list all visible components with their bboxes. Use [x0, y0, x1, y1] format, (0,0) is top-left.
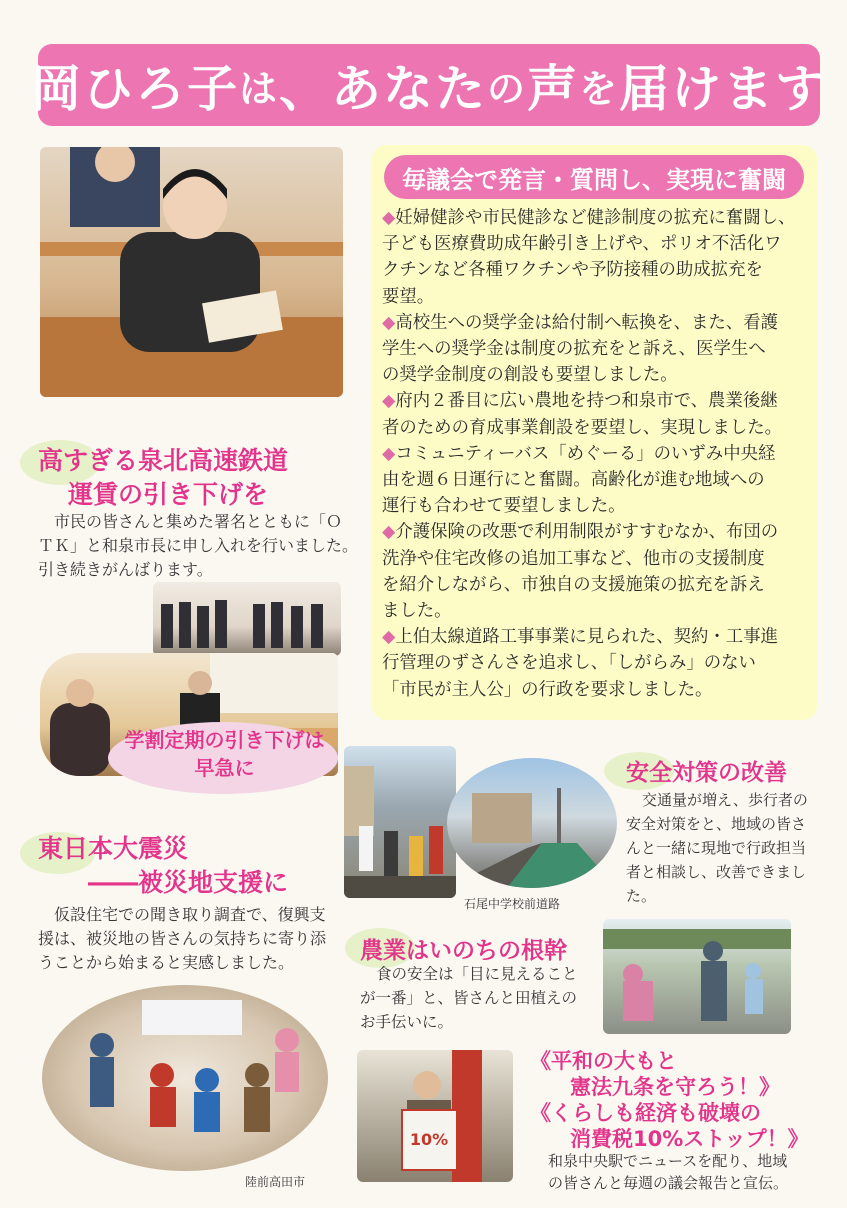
farming-line: 食の安全は「目に見えること [376, 965, 578, 983]
page-banner [30, 44, 828, 126]
peace-line2: 憲法九条を守ろう！》 [570, 1075, 780, 1099]
peace-body-line: 和泉中央駅でニュースを配り、地域 [548, 1152, 788, 1170]
policy-title: 毎議会で発言・質問し、実現に奮闘 [384, 155, 804, 199]
policy-line: 上伯太線道路工事事業に見られた、契約・工事進 [395, 627, 778, 648]
svg-text:10%: 10% [409, 1130, 449, 1149]
policy-line: の奨学金制度の創設も要望しました。 [382, 365, 678, 386]
station-photo-illustration [357, 1050, 513, 1182]
policy-item [382, 519, 812, 624]
railway-line: ＴＫ」と和泉市長に申し入れを行いました。 [38, 536, 359, 555]
disaster-heading-line1: 東日本大震災 [38, 834, 189, 863]
student-pass-heading [122, 726, 327, 782]
banner-text: 届けます [619, 60, 828, 118]
disaster-line: 援は、被災地の皆さんの気持ちに寄り添 [38, 929, 327, 948]
policy-line: を紹介しながら、市独自の支援施策の拡充を訴え [382, 574, 765, 595]
policy-line: ました。 [382, 601, 452, 622]
safety-street-illustration [344, 746, 456, 898]
disaster-body [38, 903, 358, 975]
diamond-icon: ◆ [382, 208, 396, 228]
disaster-caption: 陸前高田市 [245, 1175, 306, 1189]
policy-line: 行管理のずさんさを追求し、「しがらみ」のない [382, 653, 756, 674]
policy-item [382, 310, 812, 389]
farming-body [360, 962, 600, 1034]
safety-line: 者と相談し、改善できまし [626, 863, 807, 881]
student-pass-line2: 早急に [194, 756, 255, 780]
safety-caption: 石尾中学校前道路 [464, 897, 561, 911]
policy-line: 介護保険の改悪で利用制限がすすむなか、布団の [395, 522, 779, 543]
policy-line: 者のための育成事業創設を要望し、実現しました。 [382, 417, 782, 438]
railway-heading [38, 444, 288, 512]
disaster-heading [38, 832, 288, 900]
banner-particle: を [579, 66, 620, 111]
peace-line1: 《平和の大もと [530, 1049, 677, 1073]
diamond-icon: ◆ [382, 627, 396, 648]
policy-line: 学生への奨学金は制度の拡充をと訴え、医学生へ [382, 339, 766, 360]
policy-line: クチンなど各種ワクチンや予防接種の助成拡充を [382, 260, 763, 281]
banner-particle: は [238, 66, 279, 111]
policy-item [382, 205, 812, 310]
safety-body [626, 788, 826, 908]
policy-line: 要望。 [382, 286, 435, 307]
railway-line: 引き続きがんばります。 [38, 560, 213, 579]
policy-line: 妊婦健診や市民健診など健診制度の拡充に奮闘し、 [395, 208, 796, 228]
diamond-icon: ◆ [382, 312, 396, 333]
farming-photo-illustration [603, 919, 791, 1034]
safety-road-illustration [447, 758, 617, 888]
farming-photo [603, 919, 791, 1034]
peace-heading [530, 1048, 809, 1152]
safety-street-photo [344, 746, 456, 898]
safety-line: んと一緒に現地で行政担当 [626, 839, 807, 857]
policy-list [382, 205, 812, 703]
disaster-photo [42, 985, 328, 1171]
policy-item [382, 441, 812, 520]
safety-road-photo [447, 758, 617, 888]
policy-line: コミュニティーバス「めぐーる」のいずみ中央経 [395, 443, 776, 464]
assembly-photo [40, 147, 343, 397]
railway-heading-line2: 運賃の引き下げを [68, 480, 269, 509]
safety-line: た。 [626, 887, 657, 905]
farming-line: が一番」と、皆さんと田植えの [360, 989, 578, 1007]
safety-heading: 安全対策の改善 [626, 760, 787, 786]
peace-body [548, 1150, 818, 1194]
station-photo [357, 1050, 513, 1182]
banner-particle: の [487, 66, 528, 111]
banner-text: 、あなた [279, 60, 487, 118]
safety-line: 安全対策をと、地域の皆さ [626, 815, 807, 833]
peace-line4: 消費税10%ストップ！》 [570, 1127, 809, 1151]
peace-body-line: の皆さんと毎週の議会報告と宣伝。 [548, 1174, 789, 1192]
disaster-line: うことから始まると実感しました。 [38, 953, 295, 972]
railway-heading-line1: 高すぎる泉北高速鉄道 [38, 446, 289, 475]
diamond-icon: ◆ [382, 391, 396, 412]
policy-line: 由を週６日運行にと奮闘。高齢化が進む地域への [382, 470, 765, 491]
policy-line: 運行も合わせて要望しました。 [382, 496, 626, 517]
policy-line: 府内２番目に広い農地を持つ和泉市で、農業後継 [395, 391, 778, 412]
peace-line3: 《くらしも経済も破壊の [530, 1101, 761, 1125]
railway-body [38, 510, 358, 582]
diamond-icon: ◆ [382, 522, 396, 543]
policy-line: 高校生への奨学金は給付制へ転換を、また、看護 [395, 312, 778, 333]
policy-line: 子ども医療費助成年齢引き上げや、ポリオ不活化ワ [382, 234, 782, 255]
safety-line: 交通量が増え、歩行者の [642, 791, 808, 809]
banner-name: 岡ひろ子 [30, 60, 239, 118]
petition-photo [153, 582, 341, 656]
policy-line: 洗浄や住宅改修の追加工事など、他市の支援制度 [382, 548, 765, 569]
farming-line: お手伝いに。 [360, 1013, 454, 1031]
student-pass-line1: 学割定期の引き下げは [124, 728, 325, 752]
disaster-heading-line2: ――被災地支援に [88, 868, 289, 897]
policy-item [382, 624, 812, 703]
petition-photo-illustration [153, 582, 341, 656]
disaster-line: 仮設住宅での聞き取り調査で、復興支 [54, 905, 326, 924]
policy-item [382, 388, 812, 440]
farming-heading: 農業はいのちの根幹 [360, 938, 567, 964]
diamond-icon: ◆ [382, 443, 396, 464]
assembly-photo-illustration [40, 147, 343, 397]
policy-line: 「市民が主人公」の行政を要求しました。 [382, 679, 713, 700]
banner-text: 声 [527, 60, 580, 118]
disaster-photo-illustration [42, 985, 328, 1171]
railway-line: 市民の皆さんと集めた署名とともに「Ｏ [54, 512, 343, 531]
